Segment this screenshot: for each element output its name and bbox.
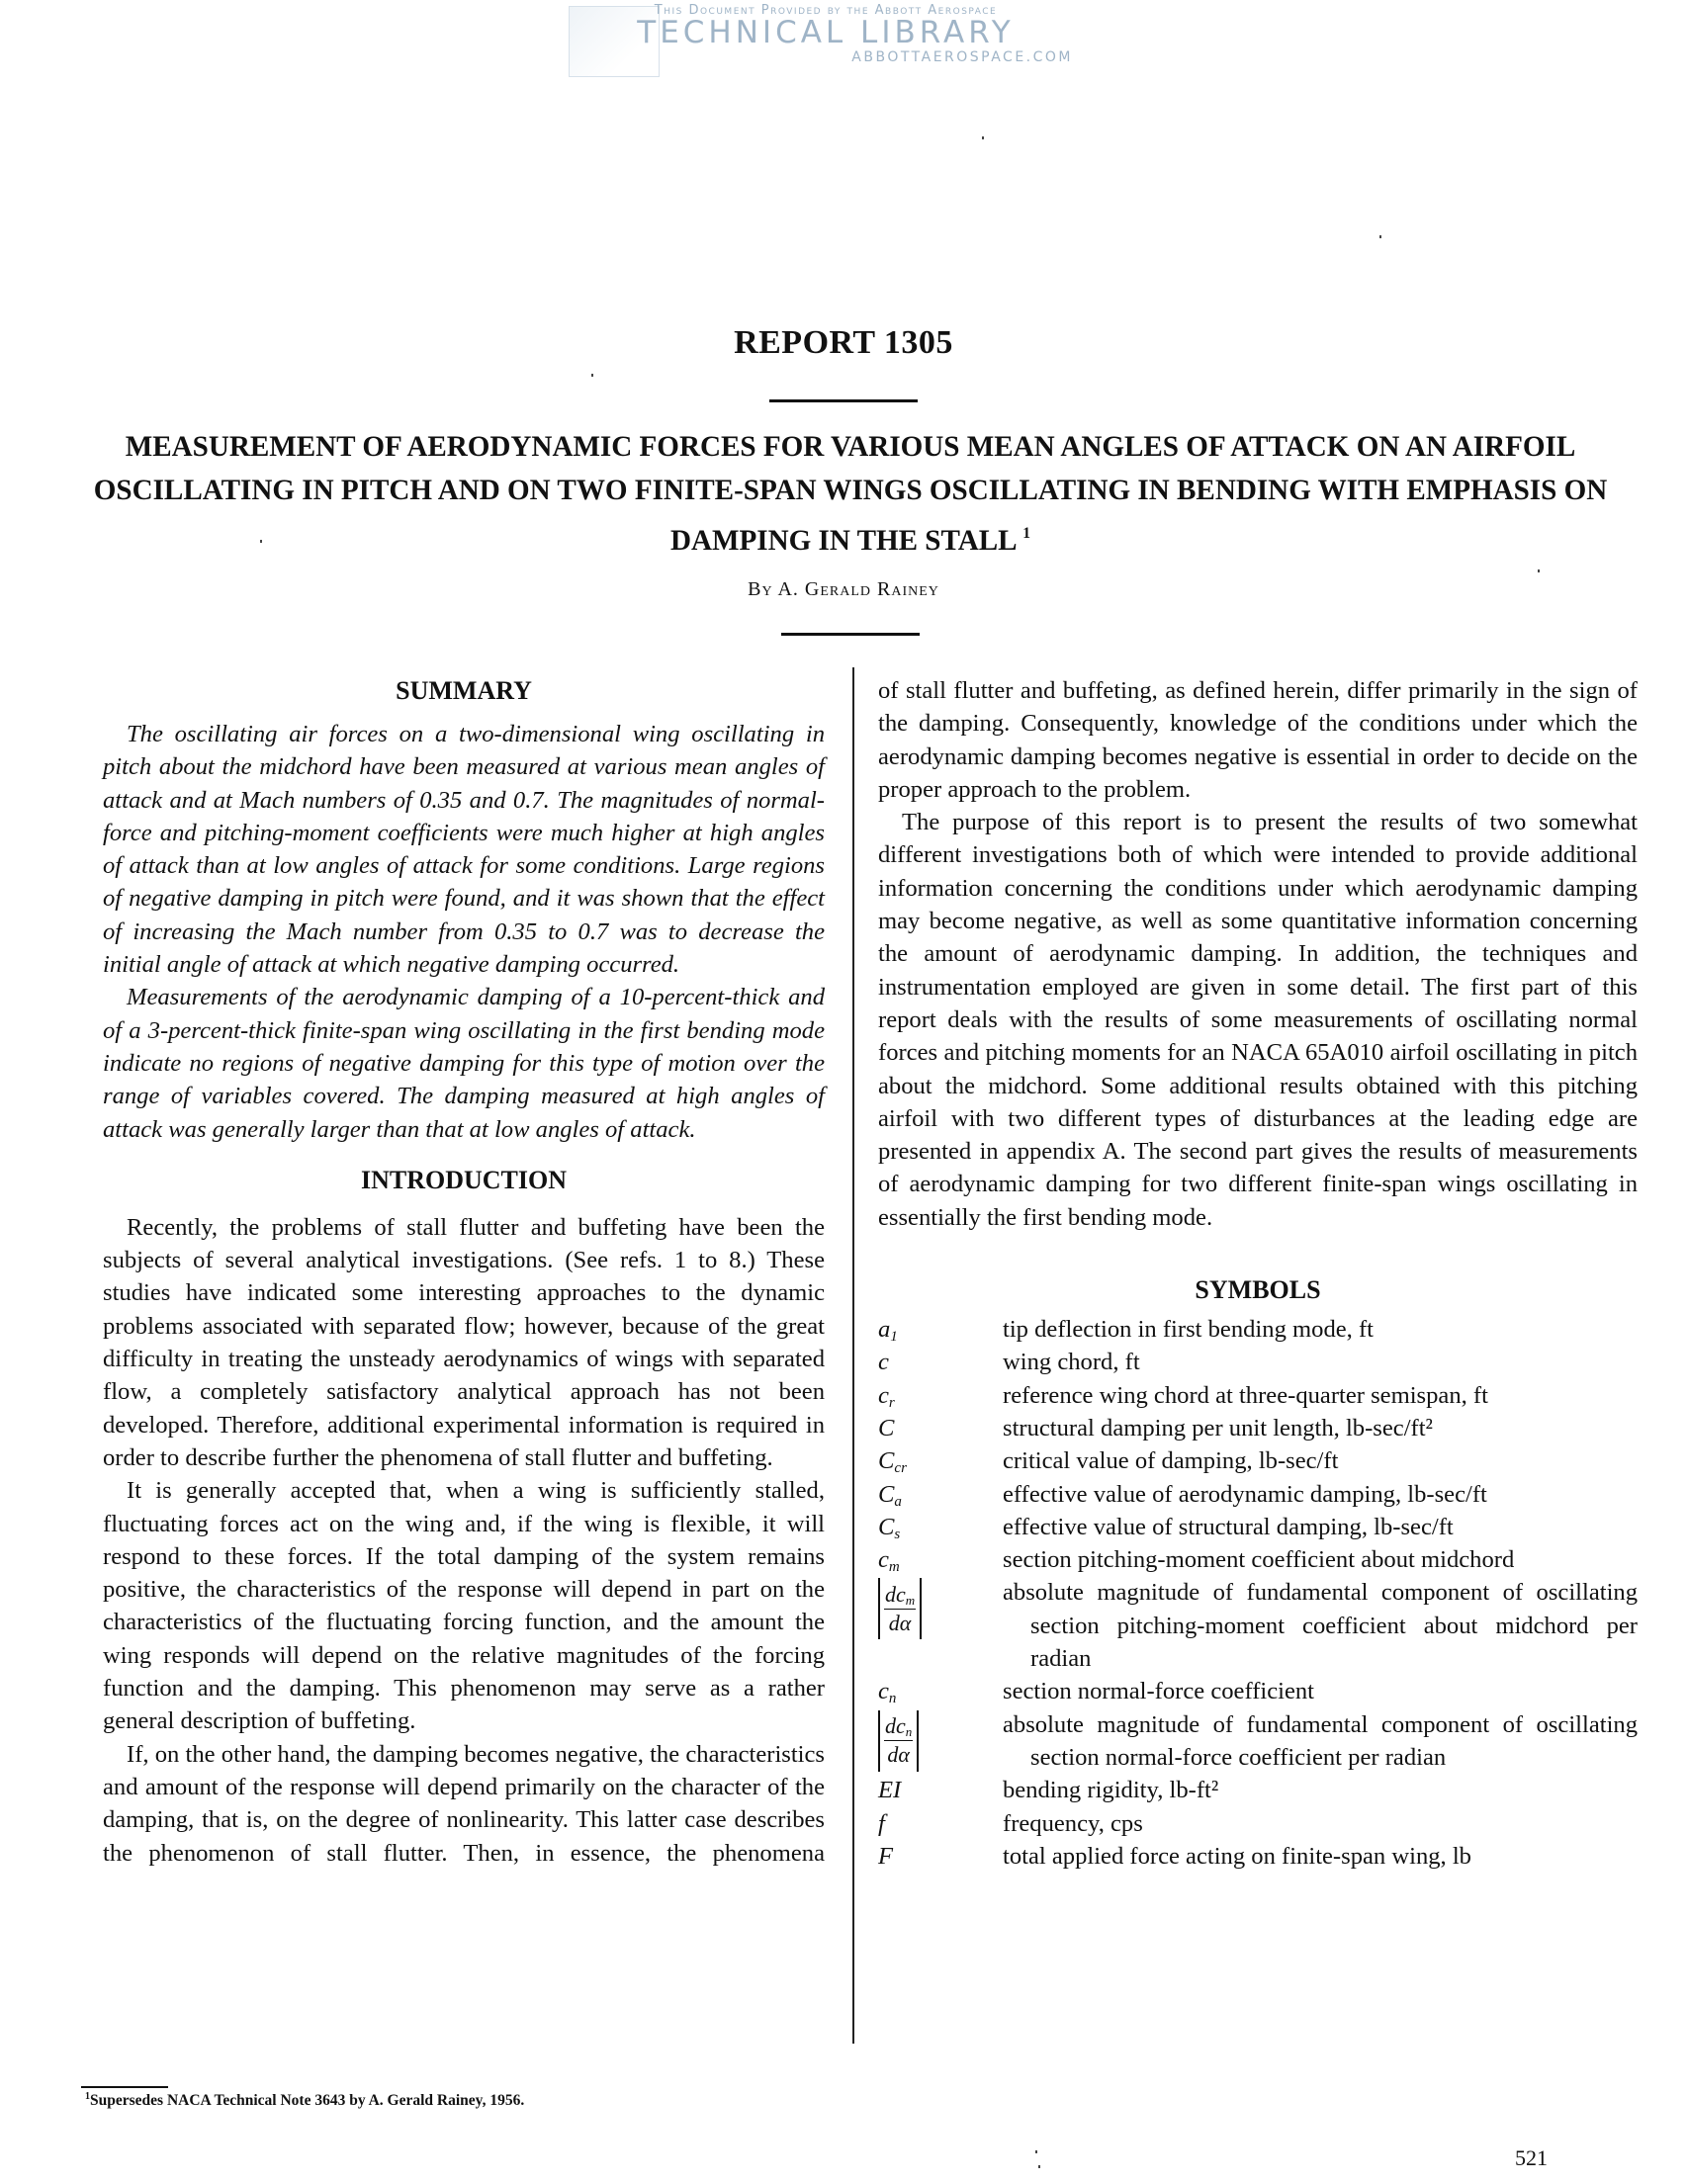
page-number: 521 — [1515, 2145, 1548, 2170]
symbol-definition: frequency, cps — [1003, 1809, 1143, 1837]
symbol-term: $c_n$ — [878, 1678, 897, 1707]
scan-artifact — [1379, 235, 1381, 238]
symbol-entry — [878, 1576, 1638, 1675]
symbol-entry — [878, 1313, 1638, 1346]
symbol-term: $C_{cr}$ — [878, 1447, 907, 1477]
symbol-term: $c_m$ — [878, 1546, 900, 1576]
symbol-entry — [878, 1346, 1638, 1378]
symbol-term: C — [878, 1414, 895, 1441]
symbol-entry — [878, 1511, 1638, 1543]
symbol-definition: bending rigidity, lb-ft² — [1003, 1777, 1219, 1804]
symbol-term: $C_a$ — [878, 1480, 902, 1510]
symbol-definition: reference wing chord at three-quarter semispan, ft — [1003, 1381, 1488, 1409]
symbol-entry — [878, 1543, 1638, 1576]
purpose-paragraph: The purpose of this report is to present the results of two somewhat different investigations both of which were intended to provide additional information concerning the conditions under which aerodynamic damping may become negative, as well as some quantitative information concerning the amount of aerodynamic damping. In addition, the techniques and instrumentation employed are given in some detail. The first part of this report deals with the results of some measurements of oscillating normal forces and pitching moments for an NACA 65A010 airfoil oscillating in pitch about the midchord. Some additional results obtained with this pitching airfoil with two different types of disturbances at the leading edge are presented in appendix A. The second part gives the results of measurements of aerodynamic damping for two different finite-span wings oscillating in essentially the first bending mode. — [878, 809, 1638, 1231]
author-byline: By A. Gerald Rainey — [748, 578, 939, 600]
symbol-definition: section normal-force coefficient — [1003, 1678, 1315, 1705]
symbols-heading: SYMBOLS — [1195, 1275, 1321, 1305]
footnote-marker: 1 — [85, 2091, 90, 2102]
footnote-text: Supersedes NACA Technical Note 3643 by A. Gerald Rainey, 1956. — [90, 2092, 525, 2110]
title-rule-top — [769, 399, 918, 402]
symbol-term: f — [878, 1809, 885, 1837]
symbol-entry — [878, 1379, 1638, 1412]
symbol-term — [878, 1576, 1003, 1639]
report-number: REPORT 1305 — [734, 324, 953, 361]
scan-artifact — [1038, 2165, 1040, 2168]
symbol-entry — [878, 1807, 1638, 1840]
introduction-paragraph: It is generally accepted that, when a wing is sufficiently stalled, fluctuating forces act on the wing and, if the wing is flexible, it will respond to these forces. If the total damping of the system remains positive, the characteristics of the response will depend in part on the characteristics of the fluctuating forcing function, and the amount the wing responds will depend on the relative magnitudes of the forcing function and the damping. This phenomenon may serve as a rather general description of buffeting. — [103, 1477, 825, 1735]
summary-paragraph: The oscillating air forces on a two-dimensional wing oscillating in pitch about the midchord have been measured at various mean angles of attack and at Mach numbers of 0.35 and 0.7. The magnitudes of normal-force and pitching-moment coefficients were much higher at high angles of attack than at low angles of attack for some conditions. Large regions of negative damping in pitch were found, and it was shown that the effect of increasing the Mach number from 0.35 to 0.7 was to decrease the initial angle of attack at which negative damping occurred. — [103, 721, 825, 979]
scan-artifact — [260, 540, 262, 543]
scan-artifact — [1538, 569, 1540, 572]
symbol-term — [878, 1708, 1003, 1772]
footnote-rule — [81, 2086, 168, 2088]
introduction-paragraph: Recently, the problems of stall flutter and buffeting have been the subjects of several analytical investigations. (See refs. 1 to 8.) These studies have indicated some interesting approaches to the dynamic problems associated with separated flow; however, because of the great difficulty in treating the unsteady aerodynamics of wings with separated flow, a completely satisfactory analytical approach has not been developed. Therefore, additional experimental information is required in order to describe further the phenomena of stall flutter and buffeting. — [103, 1213, 825, 1471]
symbol-definition: absolute magnitude of fundamental component of oscillating section pitching-moment coefficient about midchord per radian — [1003, 1579, 1638, 1673]
symbol-term: $C_s$ — [878, 1513, 901, 1542]
absolute-value-fraction: $\frac{dc_m}{d\alpha}$ — [878, 1578, 922, 1639]
introduction-paragraph: If, on the other hand, the damping becomes negative, the characteristics and amount of the response will depend primarily on the character of the damping, that is, on the degree of nonlinearity. This latter case describes the phenomenon of stall flutter. Then, in essence, the phenomena — [103, 1740, 825, 1867]
watermark-provider-line: This Document Provided by the Abbott Aerospace — [654, 3, 998, 18]
symbol-entry — [878, 1478, 1638, 1511]
absolute-value-fraction: $\frac{dc_n}{d\alpha}$ — [878, 1710, 919, 1772]
symbol-entry — [878, 1444, 1638, 1477]
scan-artifact — [591, 374, 593, 377]
watermark — [569, 4, 1083, 64]
left-column — [103, 674, 825, 1870]
right-column — [878, 674, 1638, 1873]
symbol-definition: effective value of structural damping, lb-sec/ft — [1003, 1513, 1454, 1540]
symbol-term: c — [878, 1349, 889, 1376]
symbol-term: EI — [878, 1777, 902, 1804]
symbol-definition: total applied force acting on finite-span wing, lb — [1003, 1842, 1471, 1870]
scan-artifact — [1035, 2150, 1037, 2153]
symbols-list — [878, 1313, 1638, 1873]
symbol-entry — [878, 1774, 1638, 1806]
symbol-definition: tip deflection in first bending mode, ft — [1003, 1316, 1374, 1344]
symbol-term: $a_1$ — [878, 1316, 898, 1346]
symbol-definition: section pitching-moment coefficient about midchord — [1003, 1546, 1515, 1574]
paper-title — [83, 425, 1618, 563]
summary-heading: SUMMARY — [396, 676, 532, 705]
symbol-term: F — [878, 1842, 894, 1870]
symbol-entry — [878, 1708, 1638, 1775]
paper-title-text: MEASUREMENT OF AERODYNAMIC FORCES FOR VARIOUS MEAN ANGLES OF ATTACK ON AN AIRFOIL OSCILLATING IN PITCH AND ON TWO FINITE-SPAN WINGS OSCILLATING IN BENDING WITH EMPHASIS ON DAMPING IN THE STALL — [93, 430, 1608, 557]
introduction-heading: INTRODUCTION — [360, 1165, 568, 1194]
symbol-definition: wing chord, ft — [1003, 1349, 1140, 1376]
column-divider — [852, 667, 854, 2044]
symbol-entry — [878, 1412, 1638, 1444]
title-footnote-marker: 1 — [1022, 525, 1031, 542]
title-rule-bottom — [781, 633, 920, 636]
symbol-term: $c_r$ — [878, 1381, 895, 1411]
symbol-definition: absolute magnitude of fundamental component of oscillating section normal-force coefficient per radian — [1003, 1710, 1638, 1771]
symbol-definition: effective value of aerodynamic damping, lb-sec/ft — [1003, 1480, 1487, 1508]
symbol-entry — [878, 1675, 1638, 1707]
symbol-definition: critical value of damping, lb-sec/ft — [1003, 1447, 1339, 1475]
footnote — [85, 2091, 524, 2110]
watermark-url: ABBOTTAEROSPACE.COM — [851, 49, 1073, 65]
introduction-continuation: of stall flutter and buffeting, as defined herein, differ primarily in the sign of the damping. Consequently, knowledge of the conditions under which the aerodynamic damping becomes negative is essential in order to decide on the proper approach to the problem. — [878, 677, 1638, 803]
symbol-definition: structural damping per unit length, lb-sec/ft² — [1003, 1414, 1433, 1441]
symbol-entry — [878, 1840, 1638, 1873]
watermark-library-name: TECHNICAL LIBRARY — [637, 15, 1015, 50]
summary-paragraph: Measurements of the aerodynamic damping of a 10-percent-thick and of a 3-percent-thick finite-span wing oscillating in the first bending mode indicate no regions of negative damping for this type of motion over the range of variables covered. The damping measured at high angles of attack was generally larger than that at low angles of attack. — [103, 984, 825, 1143]
scan-artifact — [982, 136, 984, 139]
